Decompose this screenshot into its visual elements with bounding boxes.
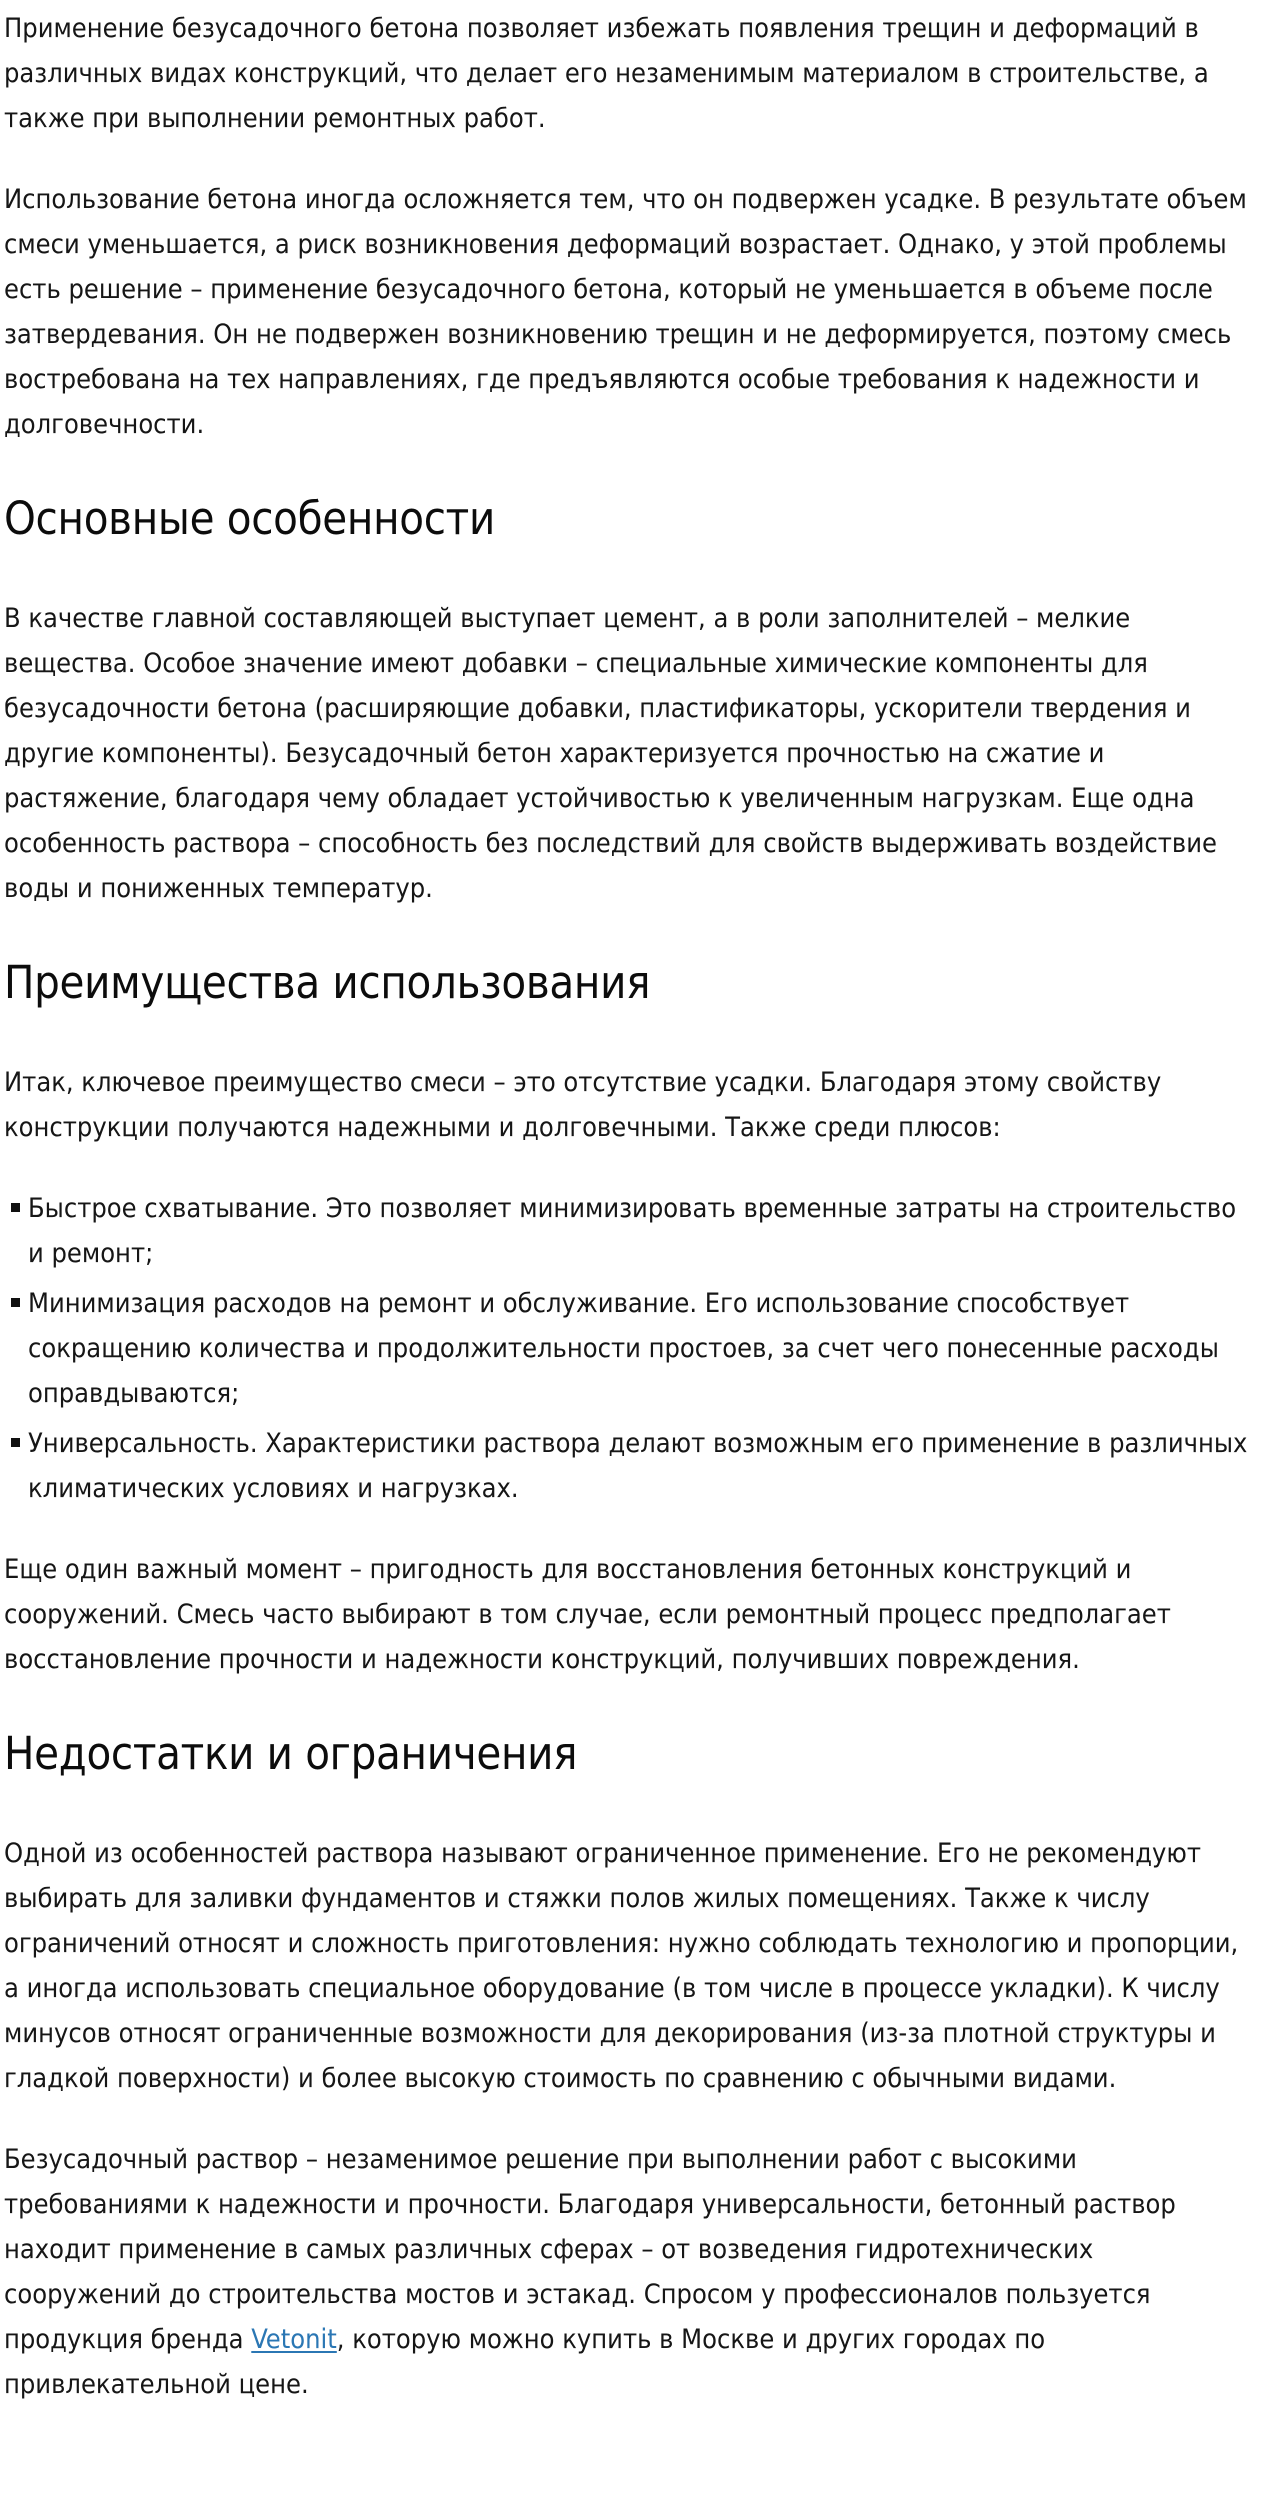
features-heading: Основные особенности [4,492,495,545]
intro-paragraph-2: Использование бетона иногда осложняется тем, что он подвержен усадке. В результате объем смеси уменьшается, а риск возникновения деформаций возрастает. Однако, у этой проблемы есть решение – применение безусадочного бетона, который не уменьшается в объеме после затвердевания. Он не подвержен возникновению трещин и не деформируется, поэтому смесь востребована на тех направлениях, где предъявляются особые требования к надежности и долговечности. [4,184,1247,440]
closing-text-before-link: Безусадочный раствор – незаменимое решение при выполнении работ с высокими требованиями к надежности и прочности. Благодаря универсальности, бетонный раствор находит применение в самых различных сферах – от возведения гидротехнических сооружений до строительства мостов и эстакад. Спросом у профессионалов пользуется продукция бренда [4,2144,1176,2355]
advantages-heading: Преимущества использования [4,956,651,1009]
vetonit-link[interactable]: Vetonit [251,2324,337,2355]
advantages-outro-paragraph: Еще один важный момент – пригодность для восстановления бетонных конструкций и сооружений. Смесь часто выбирают в том случае, если ремонтный процесс предполагает восстановление прочности и надежности конструкций, получивших повреждения. [4,1554,1171,1675]
closing-paragraph [4,2137,1248,2407]
closing-text-after-link: , которую можно купить в Москве и других городах по привлекательной цене. [4,2324,1046,2400]
advantages-list-item [4,1421,1248,1511]
features-paragraph: В качестве главной составляющей выступает цемент, а в роли заполнителей – мелкие вещества. Особое значение имеют добавки – специальные химические компоненты для безусадочности бетона (расширяющие добавки, пластификаторы, ускорители твердения и другие компоненты). Безусадочный бетон характеризуется прочностью на сжатие и растяжение, благодаря чему обладает устойчивостью к увеличенным нагрузкам. Еще одна особенность раствора – способность без последствий для свойств выдерживать воздействие воды и пониженных температур. [4,603,1217,904]
advantage-item-text: Быстрое схватывание. Это позволяет минимизировать временные затраты на строительство и ремонт; [28,1193,1237,1269]
drawbacks-heading: Недостатки и ограничения [4,1727,578,1780]
advantages-list-item [4,1281,1248,1416]
drawbacks-paragraph: Одной из особенностей раствора называют ограниченное применение. Его не рекомендуют выбирать для заливки фундаментов и стяжки полов жилых помещениях. Также к числу ограничений относят и сложность приготовления: нужно соблюдать технологию и пропорции, а иногда использовать специальное оборудование (в том числе в процессе укладки). К числу минусов относят ограниченные возможности для декорирования (из-за плотной структуры и гладкой поверхности) и более высокую стоимость по сравнению с обычными видами. [4,1838,1239,2094]
advantages-intro-paragraph: Итак, ключевое преимущество смеси – это отсутствие усадки. Благодаря этому свойству конструкции получаются надежными и долговечными. Также среди плюсов: [4,1067,1162,1143]
bullet-square-icon [11,1203,20,1212]
advantages-list-item [4,1186,1248,1276]
bullet-square-icon [11,1298,20,1307]
advantages-list [4,1186,1248,1511]
advantage-item-text: Минимизация расходов на ремонт и обслуживание. Его использование способствует сокращению количества и продолжительности простоев, за счет чего понесенные расходы оправдываются; [28,1288,1219,1409]
bullet-square-icon [11,1438,20,1447]
intro-paragraph-1: Применение безусадочного бетона позволяет избежать появления трещин и деформаций в различных видах конструкций, что делает его незаменимым материалом в строительстве, а также при выполнении ремонтных работ. [4,13,1209,134]
advantage-item-text: Универсальность. Характеристики раствора делают возможным его применение в различных климатических условиях и нагрузках. [28,1428,1248,1504]
